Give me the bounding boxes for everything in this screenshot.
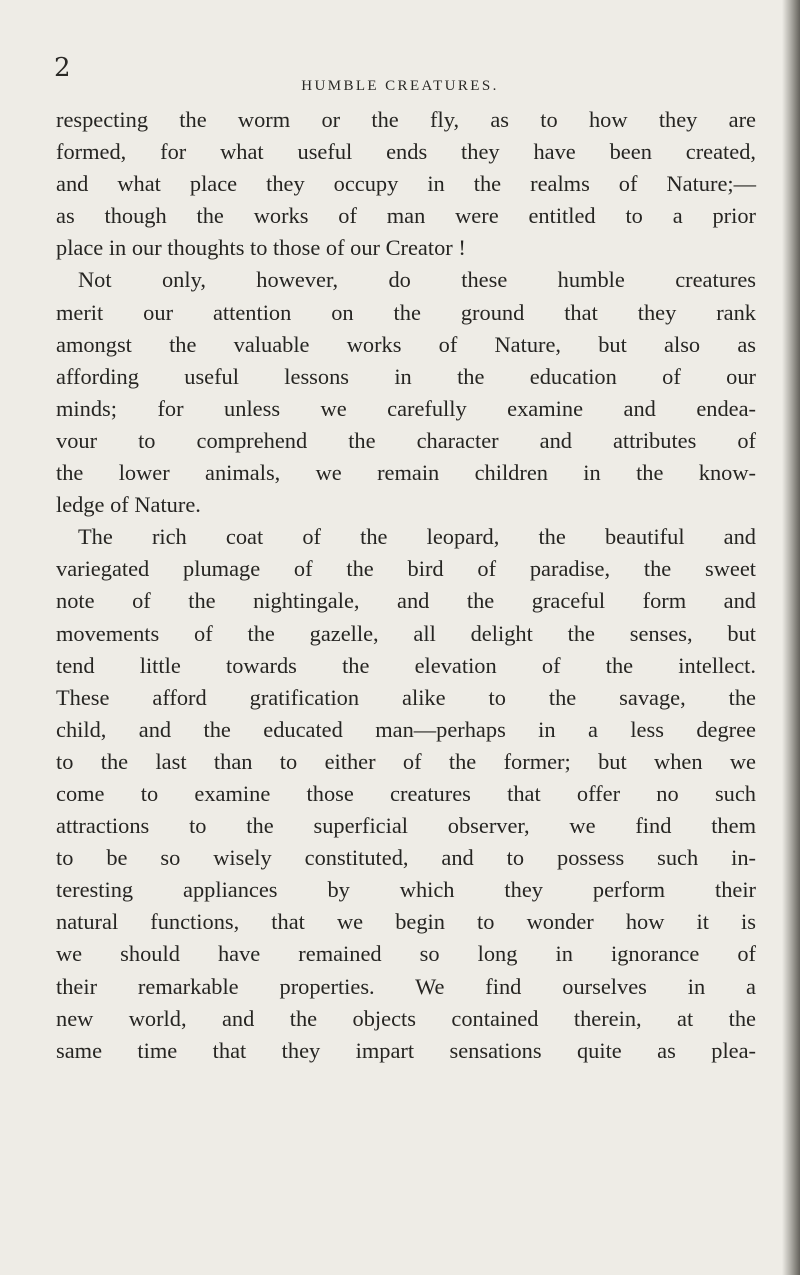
text-line: attractions to the superficial observer, we find them bbox=[56, 813, 756, 839]
text-line: The rich coat of the leopard, the beautiful and bbox=[78, 524, 756, 550]
text-line: place in our thoughts to those of our Creator ! bbox=[56, 235, 466, 261]
text-line: merit our attention on the ground that they rank bbox=[56, 299, 756, 325]
text-line: to the last than to either of the former; but when we bbox=[56, 748, 756, 774]
text-line: formed, for what useful ends they have been created, bbox=[56, 139, 756, 165]
text-line: teresting appliances by which they perform their bbox=[56, 877, 756, 903]
text-line: come to examine those creatures that offer no such bbox=[56, 780, 756, 806]
text-line: Not only, however, do these humble creatures bbox=[78, 267, 756, 293]
page-edge-shadow bbox=[782, 0, 800, 1275]
text-line: their remarkable properties. We find ourselves in a bbox=[56, 973, 756, 999]
text-line: affording useful lessons in the education of our bbox=[56, 363, 756, 389]
text-line: to be so wisely constituted, and to possess such in- bbox=[56, 845, 756, 871]
body-text bbox=[56, 104, 756, 1067]
text-line: and what place they occupy in the realms of Nature;— bbox=[56, 171, 756, 197]
text-line: movements of the gazelle, all delight the senses, but bbox=[56, 620, 756, 646]
text-line: the lower animals, we remain children in the know- bbox=[56, 460, 756, 486]
text-line: minds; for unless we carefully examine and endea- bbox=[56, 395, 756, 421]
text-line: we should have remained so long in ignorance of bbox=[56, 941, 756, 967]
text-line: amongst the valuable works of Nature, but also as bbox=[56, 331, 756, 357]
text-line: new world, and the objects contained therein, at the bbox=[56, 1005, 756, 1031]
text-line: ledge of Nature. bbox=[56, 492, 201, 518]
running-head: HUMBLE CREATURES. bbox=[301, 78, 499, 94]
text-line: variegated plumage of the bird of paradise, the sweet bbox=[56, 556, 756, 582]
text-line: same time that they impart sensations quite as plea- bbox=[56, 1037, 756, 1063]
text-line: respecting the worm or the fly, as to how they are bbox=[56, 107, 756, 132]
page-number: 2 bbox=[54, 53, 71, 83]
text-line: tend little towards the elevation of the intellect. bbox=[56, 652, 756, 678]
text-line: child, and the educated man—perhaps in a less degree bbox=[56, 716, 756, 742]
text-line: natural functions, that we begin to wonder how it is bbox=[56, 909, 756, 935]
text-line: These afford gratification alike to the savage, the bbox=[56, 684, 756, 710]
text-line: note of the nightingale, and the graceful form and bbox=[56, 588, 756, 614]
text-line: as though the works of man were entitled to a prior bbox=[56, 203, 756, 229]
text-line: vour to comprehend the character and attributes of bbox=[56, 427, 756, 453]
